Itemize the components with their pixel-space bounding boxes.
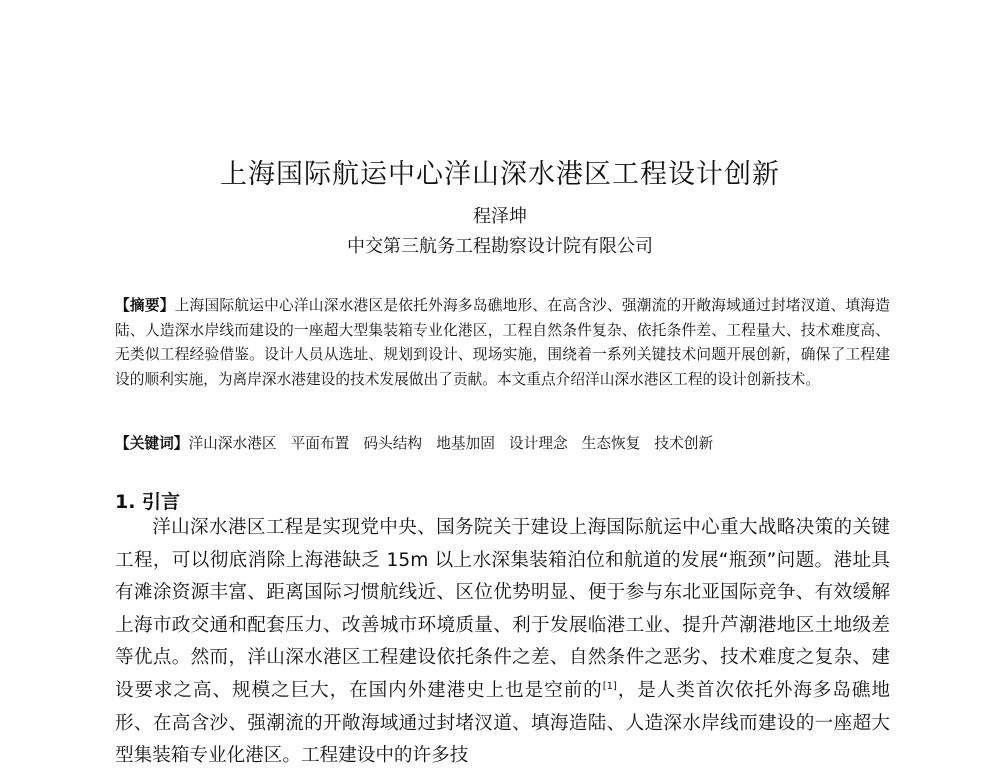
keyword: 技术创新: [654, 435, 714, 452]
keywords-label: 【关键词】: [115, 435, 189, 452]
keyword: 洋山深水港区: [188, 435, 277, 452]
keyword: 设计理念: [508, 435, 568, 452]
section-body: [115, 512, 890, 773]
keyword: 地基加固: [436, 435, 495, 452]
author-affiliation: 中交第三航务工程勘察设计院有限公司: [347, 236, 653, 257]
keyword: 生态恢复: [581, 435, 641, 452]
keywords: [115, 432, 905, 456]
body-paragraph: [115, 512, 890, 773]
body-text-part-a: 洋山深水港区工程是实现党中央、国务院关于建设上海国际航运中心重大战略决策的关键工程，可以彻底消除上海港缺乏 15m 以上水深集装箱泊位和航道的发展“瓶颈”问题。港址具有滩涂资源丰富、距离国际习惯航线近、区位优势明显、便于参与东北亚国际竞争、有效缓解上海市政交通和配套压力、改善城市环境质量、利于发展临港工业、提升芦潮港地区土地级差等优点。然而，洋山深水港区工程建设依托条件之差、自然条件之恶劣、技术难度之复杂、建设要求之高、规模之巨大，在国内外建港史上也是空前的: [115, 517, 890, 701]
abstract-label: 【摘要】: [115, 297, 175, 314]
keyword: 平面布置: [290, 435, 350, 452]
paper-title: 上海国际航运中心洋山深水港区工程设计创新: [220, 159, 780, 190]
body-text-part-b: ，是人类首次依托外海多岛礁地形、在高含沙、强潮流的开敞海域通过封堵汊道、填海造陆、人造深水岸线而建设的一座超大型集装箱专业化港区。工程建设中的许多技: [115, 679, 890, 767]
abstract: [115, 294, 890, 392]
citation-mark: [1]: [602, 680, 617, 692]
author-name: 程泽坤: [473, 206, 527, 227]
keyword: 码头结构: [363, 435, 423, 452]
section-heading: 1. 引言: [115, 491, 181, 513]
abstract-text: 上海国际航运中心洋山深水港区是依托外海多岛礁地形、在高含沙、强潮流的开敞海域通过封堵汊道、填海造陆、人造深水岸线而建设的一座超大型集装箱专业化港区，工程自然条件复杂、依托条件差、工程量大、技术难度高、无类似工程经验借鉴。设计人员从选址、规划到设计、现场实施，围绕着一系列关键技术问题开展创新，确保了工程建设的顺利实施，为离岸深水港建设的技术发展做出了贡献。本文重点介绍洋山深水港区工程的设计创新技术。: [115, 297, 890, 388]
